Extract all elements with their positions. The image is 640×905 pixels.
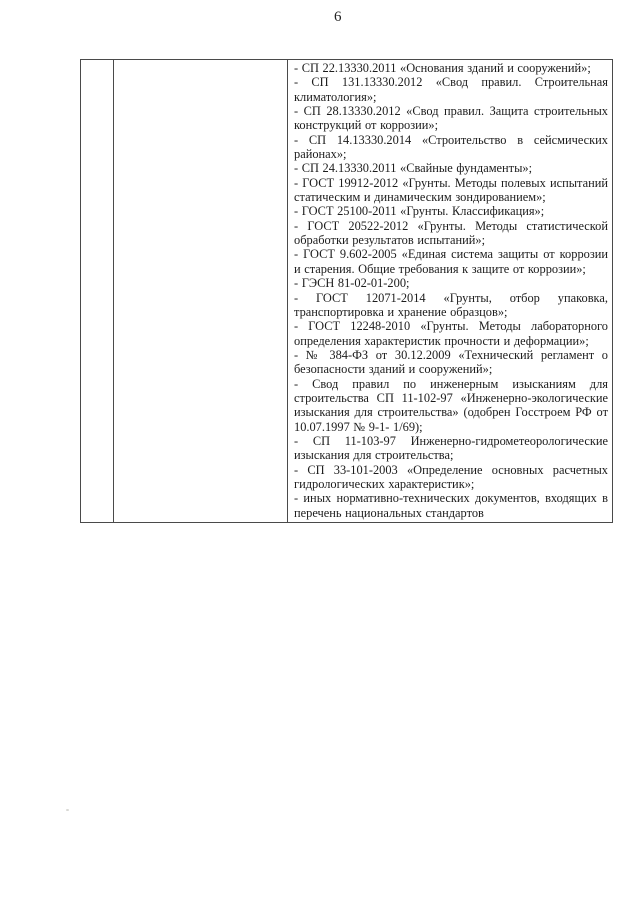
standards-table [80,59,613,523]
document-list-item: - ГОСТ 20522-2012 «Грунты. Методы статистической обработки результатов испытаний»; [294,218,608,248]
document-list-item: - СП 131.13330.2012 «Свод правил. Строительная климатология»; [294,75,608,104]
document-list-item: - ГОСТ 12248-2010 «Грунты. Методы лабораторного определения характеристик прочности и деформации»; [294,319,608,348]
document-list-item: - иных нормативно-технических документов, входящих в перечень национальных стандартов [294,491,608,520]
document-list-item: - СП 22.13330.2011 «Основания зданий и сооружений»; [294,61,591,75]
document-list-item: - ГОСТ 25100-2011 «Грунты. Классификация»; [294,204,545,219]
page-number: 6 [334,9,342,25]
document-list-item: - СП 14.13330.2014 «Строительство в сейсмических районах»; [294,132,608,162]
scan-artifact-dot [66,809,69,811]
document-list-item: - СП 28.13330.2012 «Свод правил. Защита строительных конструкций от коррозии»; [294,104,608,133]
document-list-item: - ГОСТ 12071-2014 «Грунты, отбор упаковка, транспортировка и хранение образцов»; [294,290,608,319]
document-list-item: - № 384-ФЗ от 30.12.2009 «Технический регламент о безопасности зданий и сооружений»; [294,347,608,377]
standards-table-body [81,60,613,523]
document-list-item: - СП 11-103-97 Инженерно-гидрометеорологические изыскания для строительства; [294,433,608,463]
document-list-item: - СП 33-101-2003 «Определение основных расчетных гидрологических характеристик»; [294,462,608,491]
document-list-item: - СП 24.13330.2011 «Свайные фундаменты»; [294,161,533,176]
table-cell-left-empty [81,60,114,523]
document-list-item: - ГОСТ 19912-2012 «Грунты. Методы полевых испытаний статическим и динамическим зондированием»; [294,175,608,205]
table-row [81,60,613,523]
table-cell-middle-empty [114,60,288,523]
document-list-item: - Свод правил по инженерным изысканиям для строительства СП 11-102-97 «Инженерно-экологические изыскания для строительства» (одобрен Госстроем РФ от 10.07.1997 № 9-1- 1/69); [294,376,608,434]
documents-list [288,60,612,522]
document-list-item: - ГОСТ 9.602-2005 «Единая система защиты от коррозии и старения. Общие требования к защите от коррозии»; [294,247,608,276]
document-list-item: - ГЭСН 81-02-01-200; [294,276,410,291]
table-cell-documents [288,60,613,523]
